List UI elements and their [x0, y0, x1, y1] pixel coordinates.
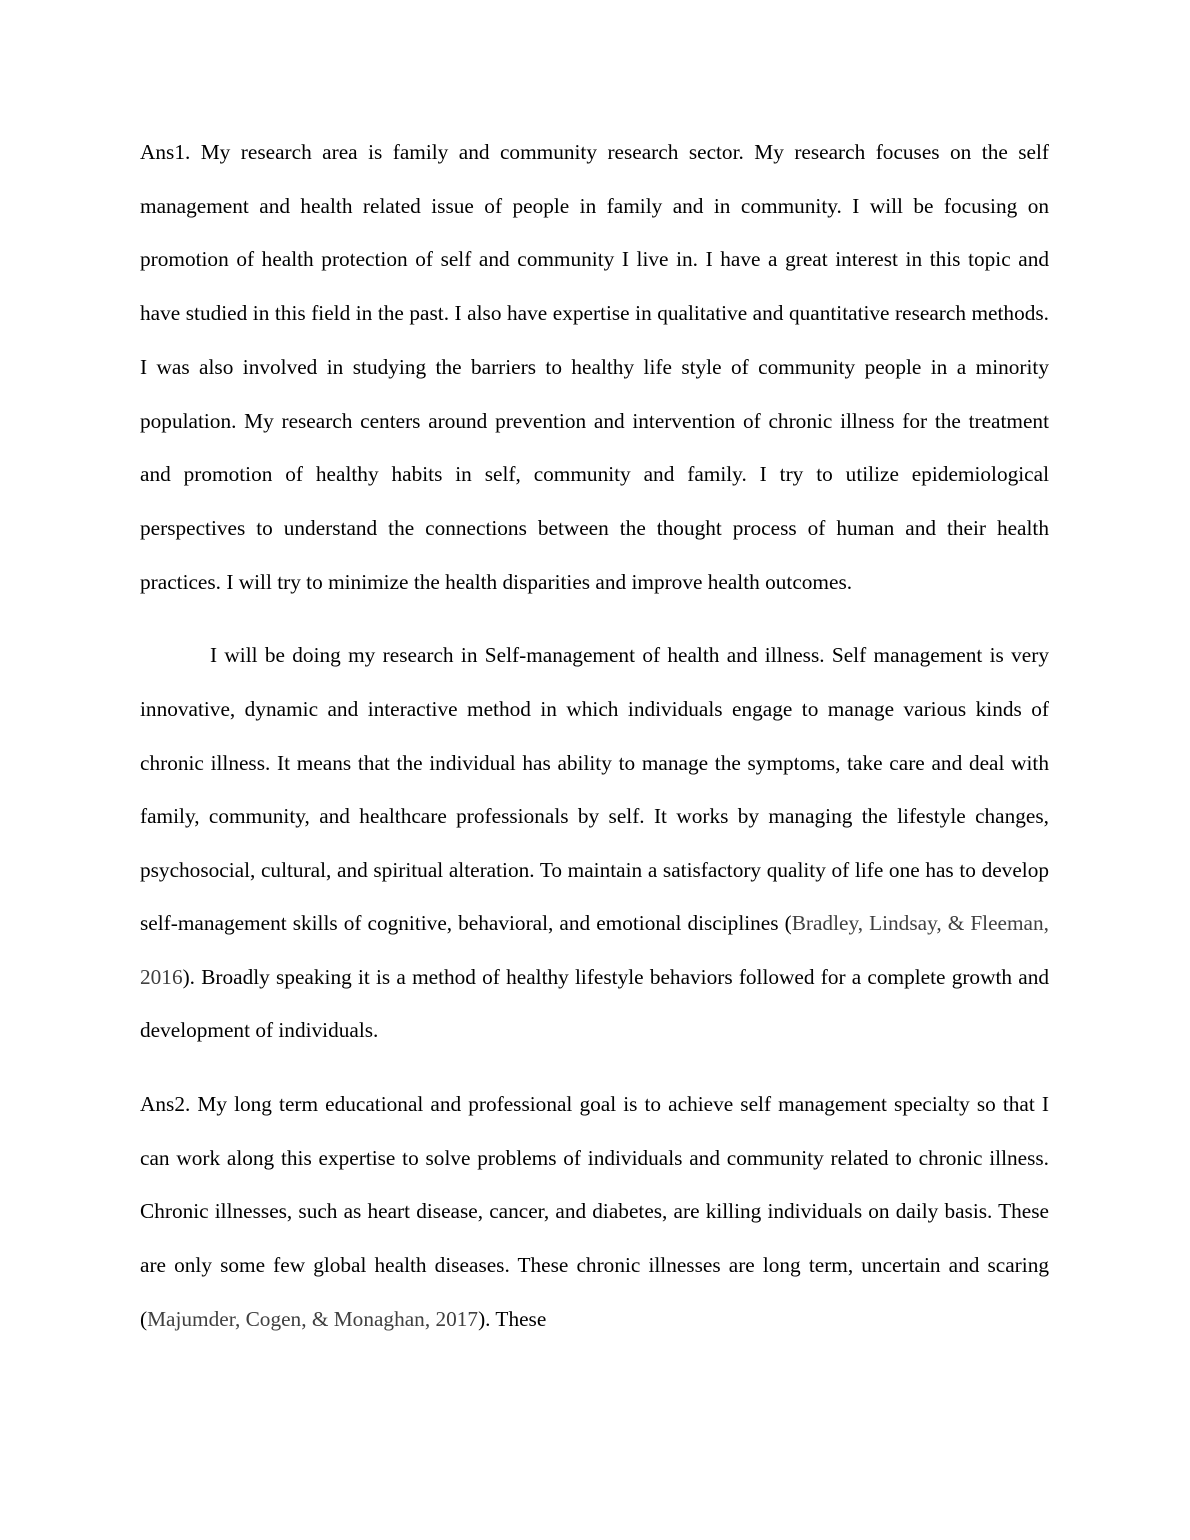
- paragraph-ans1: Ans1. My research area is family and community research sector. My research focuses on the self management and health related issue of people in family and in community. I will be focusing on promotion of health protection of self and community I live in. I have a great interest in this topic and have studied in this field in the past. I also have expertise in qualitative and quantitative research methods. I was also involved in studying the barriers to healthy life style of community people in a minority population. My research centers around prevention and intervention of chronic illness for the treatment and promotion of healthy habits in self, community and family. I try to utilize epidemiological perspectives to understand the connections between the thought process of human and their health practices. I will try to minimize the health disparities and improve health outcomes.: [140, 140, 1049, 594]
- citation-majumder: Majumder, Cogen, & Monaghan, 2017: [147, 1306, 479, 1331]
- document-page: [140, 126, 1049, 1347]
- paragraph-text: ). Broadly speaking it is a method of healthy lifestyle behaviors followed for a complete growth and development of individuals.: [140, 964, 1049, 1043]
- paragraph-text: I will be doing my research in Self-management of health and illness. Self management is very innovative, dynamic and interactive method in which individuals engage to manage various kinds of chronic illness. It means that the individual has ability to manage the symptoms, take care and deal with family, community, and healthcare professionals by self. It works by managing the lifestyle changes, psychosocial, cultural, and spiritual alteration. To maintain a satisfactory quality of life one has to develop self-management skills of cognitive, behavioral, and emotional disciplines (: [140, 643, 1049, 936]
- paragraph-self-management: [140, 629, 1049, 1058]
- paragraph-text: Ans2. My long term educational and professional goal is to achieve self management specialty so that I can work along this expertise to solve problems of individuals and community related to chronic illness. Chronic illnesses, such as heart disease, cancer, and diabetes, are killing individuals on daily basis. These are only some few global health diseases. These chronic illnesses are long term, uncertain and scaring (: [140, 1092, 1049, 1331]
- citation-bradley: Bradley, Lindsay, & Fleeman, 2016: [140, 911, 1049, 989]
- paragraph-text: ). These: [478, 1306, 547, 1331]
- paragraph-ans2: [140, 1078, 1049, 1347]
